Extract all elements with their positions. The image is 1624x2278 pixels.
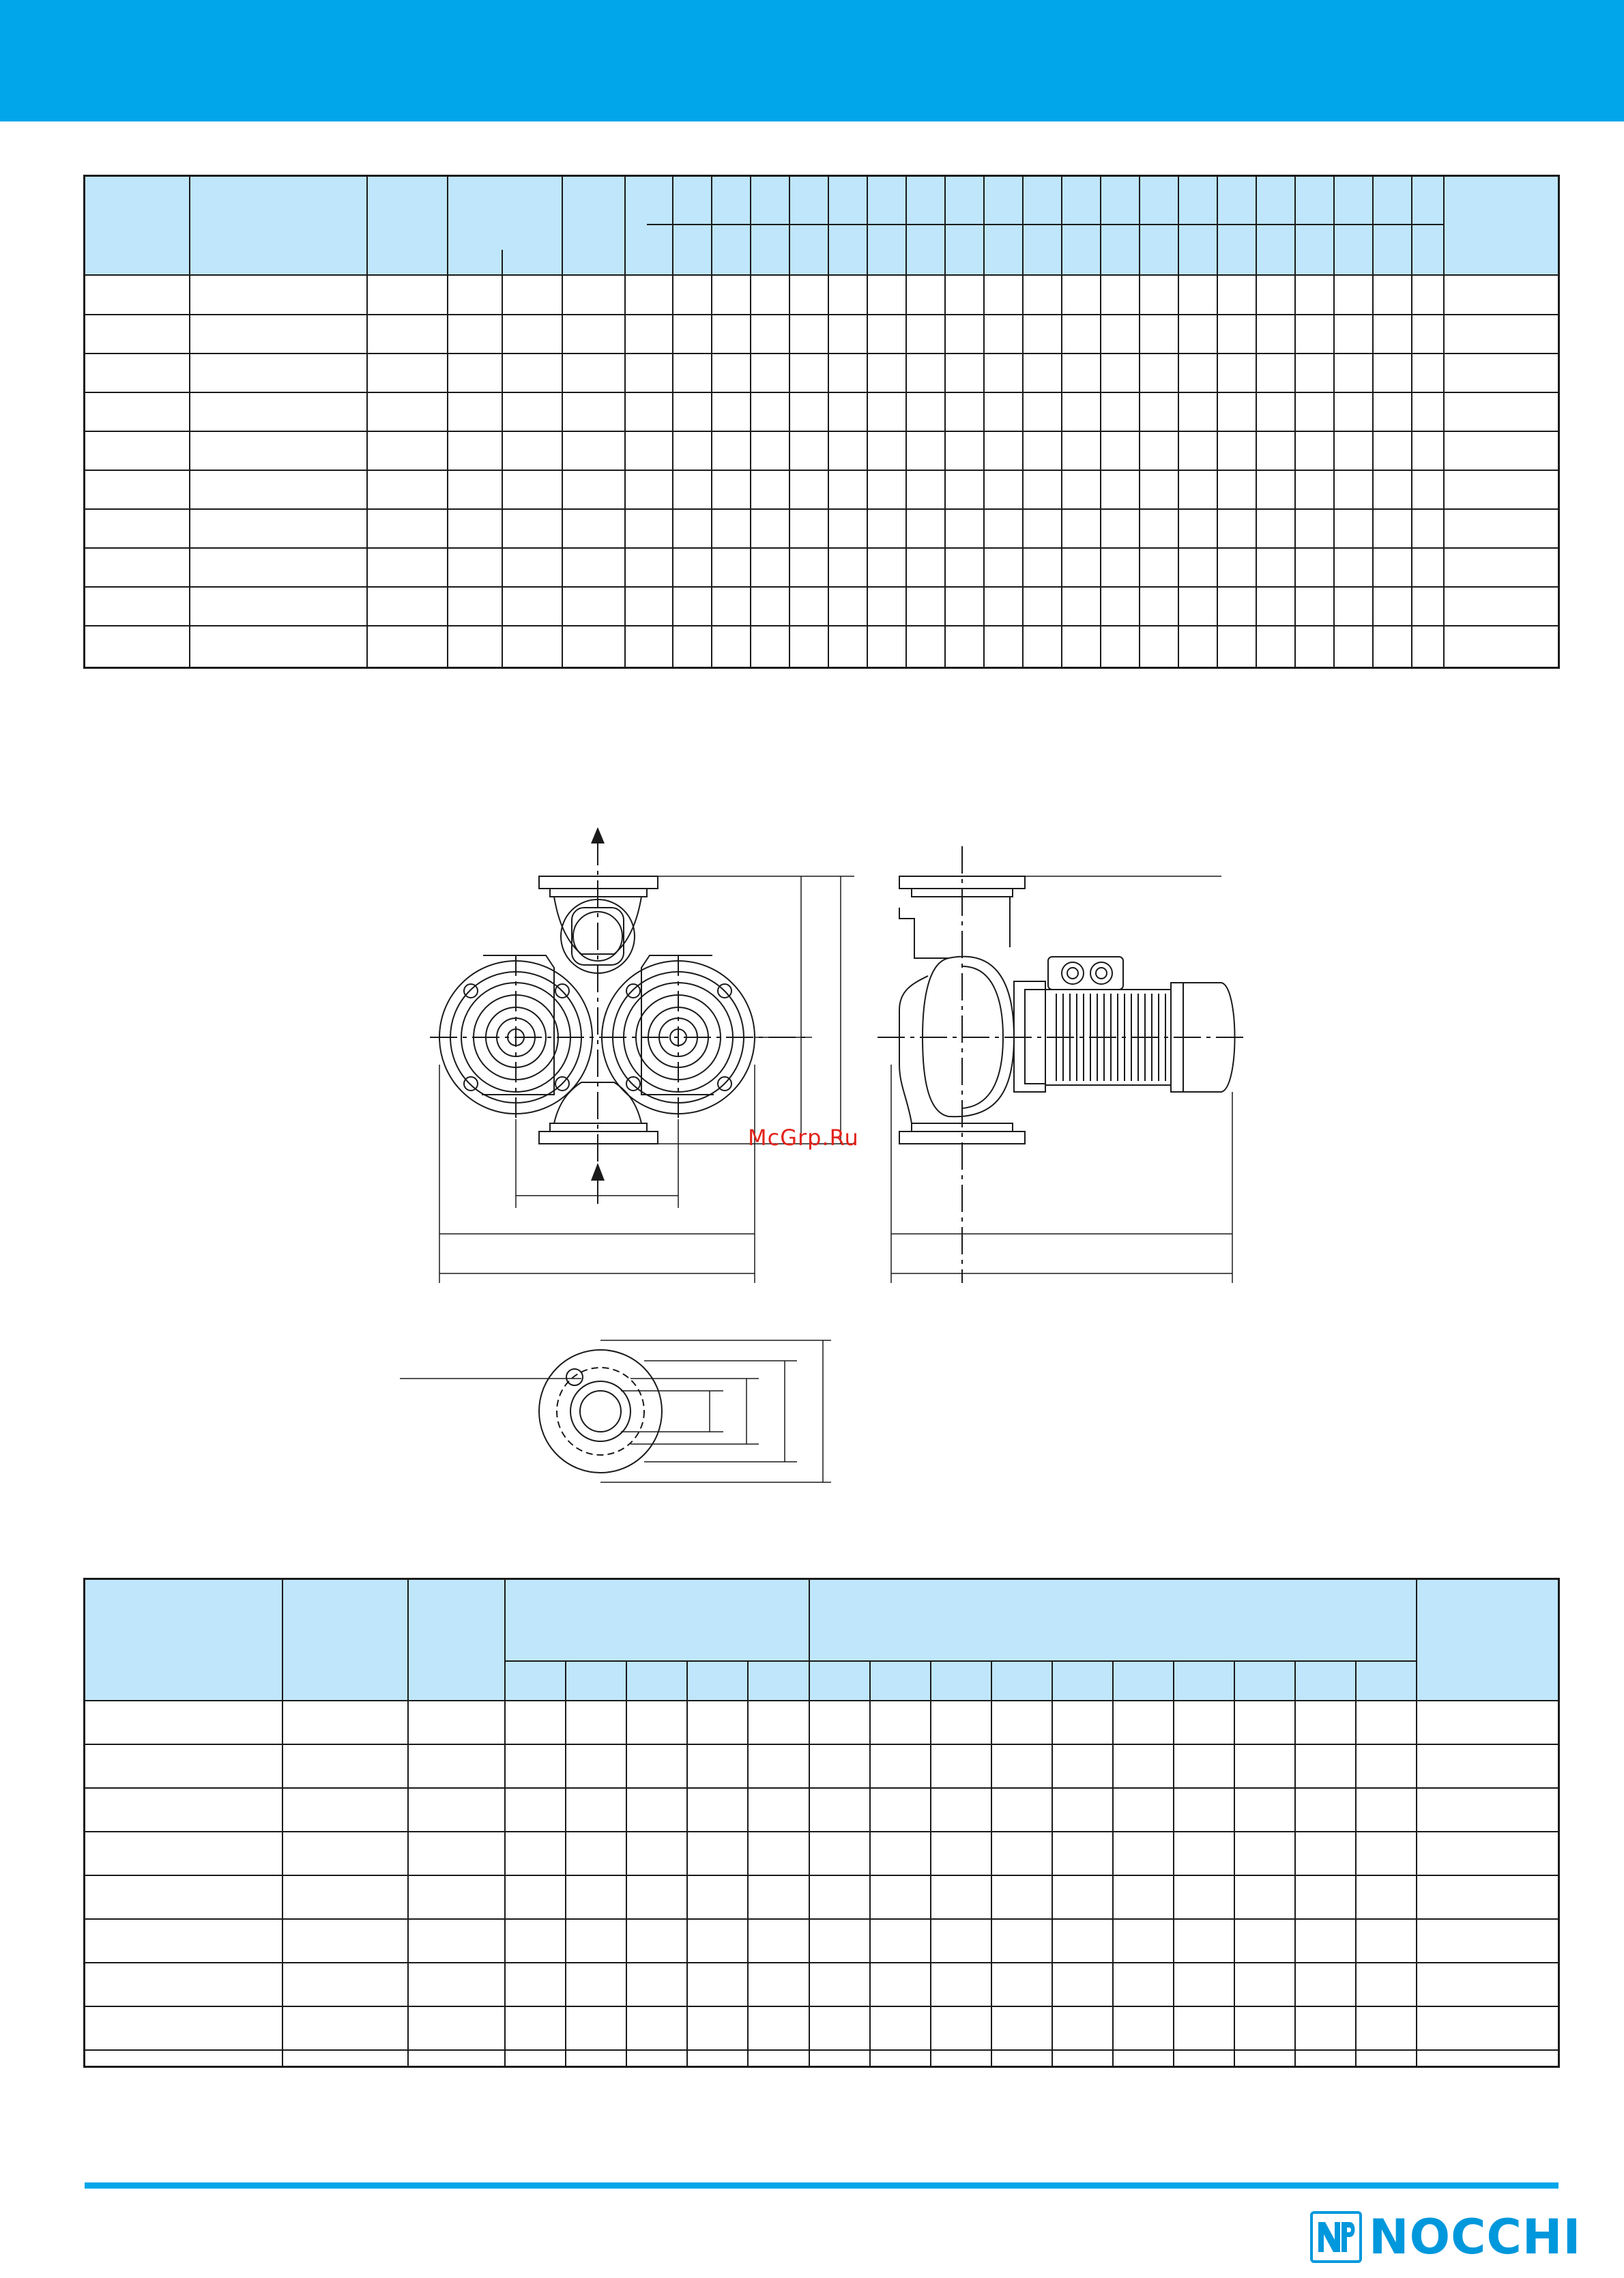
front-view <box>430 827 854 1283</box>
np-logo-icon <box>1310 2211 1362 2263</box>
footer-rule <box>85 2182 1558 2189</box>
performance-table <box>83 175 1560 669</box>
header-band <box>0 0 1624 121</box>
side-view <box>878 846 1247 1283</box>
watermark-text: McGrp.Ru <box>748 1125 859 1151</box>
brand-name: NOCCHI <box>1369 2209 1582 2265</box>
dimension-table-header <box>83 1578 1560 1701</box>
flange-detail <box>400 1340 831 1482</box>
brand-logo <box>1310 2210 1581 2264</box>
dimension-table <box>83 1578 1560 2068</box>
